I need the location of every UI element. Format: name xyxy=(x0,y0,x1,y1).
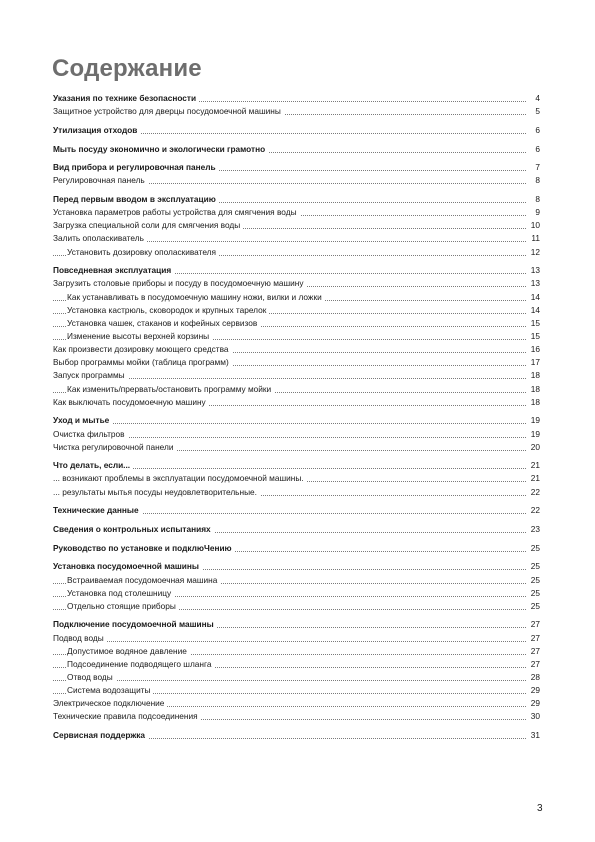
toc-entry-page: 12 xyxy=(529,246,540,259)
toc-entry[interactable] xyxy=(53,472,540,485)
toc-entry[interactable] xyxy=(53,174,540,187)
toc-entry-page: 18 xyxy=(529,396,540,409)
toc-entry[interactable] xyxy=(53,232,540,245)
toc-entry[interactable] xyxy=(53,383,540,396)
toc-entry[interactable] xyxy=(53,206,540,219)
toc-entry-title: Подключение посудомоечной машины xyxy=(53,619,217,629)
toc-entry-page: 15 xyxy=(529,317,540,330)
toc-entry-page: 18 xyxy=(529,369,540,382)
toc-entry[interactable] xyxy=(53,92,540,105)
toc-entry-page: 28 xyxy=(529,671,540,684)
toc-entry-title: Сведения о контрольных испытаниях xyxy=(53,524,214,534)
dot-leader xyxy=(53,423,526,424)
toc-entry[interactable] xyxy=(53,645,540,658)
toc-entry-page: 8 xyxy=(533,174,540,187)
toc-entry-page: 14 xyxy=(529,291,540,304)
toc-entry[interactable] xyxy=(53,560,540,573)
toc-entry-page: 27 xyxy=(529,658,540,671)
toc-entry-page: 20 xyxy=(529,441,540,454)
toc-entry-page: 31 xyxy=(529,729,540,742)
toc-entry[interactable] xyxy=(53,343,540,356)
toc-entry[interactable] xyxy=(53,486,540,499)
toc-entry-page: 25 xyxy=(529,560,540,573)
toc-entry-title: Залить ополаскиватель xyxy=(53,233,147,243)
toc-entry-page: 8 xyxy=(533,193,540,206)
toc-entry[interactable] xyxy=(53,618,540,631)
toc-entry-page: 5 xyxy=(533,105,540,118)
toc-entry[interactable] xyxy=(53,193,540,206)
toc-entry[interactable] xyxy=(53,658,540,671)
toc-entry-title: Загрузить столовые приборы и посуду в посудомоечную машину xyxy=(53,278,307,288)
toc-entry[interactable] xyxy=(53,277,540,290)
toc-entry[interactable] xyxy=(53,574,540,587)
toc-entry-title: Защитное устройство для дверцы посудомоечной машины xyxy=(53,106,284,116)
toc-entry-title: Что делать, если... xyxy=(53,460,133,470)
toc-entry-page: 30 xyxy=(529,710,540,723)
toc-entry-title: Технические данные xyxy=(53,505,142,515)
toc-entry-page: 21 xyxy=(529,459,540,472)
toc-entry[interactable] xyxy=(53,542,540,555)
toc-entry[interactable] xyxy=(53,459,540,472)
toc-entry-page: 22 xyxy=(529,504,540,517)
toc-entry-page: 4 xyxy=(533,92,540,105)
toc-entry[interactable] xyxy=(53,356,540,369)
toc-entry[interactable] xyxy=(53,729,540,742)
toc-entry-page: 7 xyxy=(533,161,540,174)
toc-entry-title: Отвод воды xyxy=(67,672,116,682)
toc-entry-page: 10 xyxy=(529,219,540,232)
toc-entry-page: 27 xyxy=(529,632,540,645)
toc-entry-title: Изменение высоты верхней корзины xyxy=(67,331,212,341)
toc-entry[interactable] xyxy=(53,600,540,613)
toc-entry-page: 23 xyxy=(529,523,540,536)
toc-entry-title: Допустимое водяное давление xyxy=(67,646,190,656)
toc-entry-title: Установить дозировку ополаскивателя xyxy=(67,247,219,257)
toc-entry-title: ... результаты мытья посуды неудовлетворительные. xyxy=(53,487,260,497)
toc-entry-title: Электрическое подключение xyxy=(53,698,167,708)
toc-entry-title: Встраиваемая посудомоечная машина xyxy=(67,575,220,585)
toc-entry[interactable] xyxy=(53,428,540,441)
page-number: 3 xyxy=(537,803,543,814)
toc-entry[interactable] xyxy=(53,396,540,409)
toc-entry-title: Технические правила подсоединения xyxy=(53,711,201,721)
toc-entry[interactable] xyxy=(53,105,540,118)
toc-entry-title: Установка под столешницу xyxy=(67,588,174,598)
page-title: Содержание xyxy=(52,55,202,82)
toc-entry-title: ... возникают проблемы в эксплуатации посудомоечной машины. xyxy=(53,473,307,483)
toc-entry[interactable] xyxy=(53,161,540,174)
toc-entry-page: 9 xyxy=(533,206,540,219)
toc-entry-title: Установка кастрюль, сковородок и крупных тарелок xyxy=(67,305,269,315)
toc-entry-title: Мыть посуду экономично и экологически грамотно xyxy=(53,144,268,154)
toc-entry-title: Указания по технике безопасности xyxy=(53,93,199,103)
toc-entry-page: 25 xyxy=(529,542,540,555)
toc-entry-title: Уход и мытье xyxy=(53,415,112,425)
table-of-contents xyxy=(53,92,540,742)
toc-entry-page: 13 xyxy=(529,277,540,290)
toc-entry-page: 25 xyxy=(529,574,540,587)
toc-entry-title: Загрузка специальной соли для смягчения воды xyxy=(53,220,243,230)
toc-entry-page: 19 xyxy=(529,428,540,441)
toc-entry-title: Как устанавливать в посудомоечную машину ножи, вилки и ложки xyxy=(67,292,325,302)
toc-entry-title: Повседневная эксплуатация xyxy=(53,265,174,275)
toc-entry-title: Отдельно стоящие приборы xyxy=(67,601,179,611)
toc-entry[interactable] xyxy=(53,504,540,517)
toc-entry-title: Очистка фильтров xyxy=(53,429,128,439)
toc-entry[interactable] xyxy=(53,369,540,382)
toc-entry[interactable] xyxy=(53,219,540,232)
toc-entry[interactable] xyxy=(53,684,540,697)
toc-entry[interactable] xyxy=(53,587,540,600)
toc-entry-page: 16 xyxy=(529,343,540,356)
toc-entry-page: 22 xyxy=(529,486,540,499)
toc-entry-page: 13 xyxy=(529,264,540,277)
toc-entry-title: Установка чашек, стаканов и кофейных сервизов xyxy=(67,318,260,328)
toc-entry-title: Утилизация отходов xyxy=(53,125,140,135)
toc-entry-title: Как изменить/прервать/остановить программу мойки xyxy=(67,384,274,394)
toc-entry-title: Запуск программы xyxy=(53,370,128,380)
toc-entry-title: Сервисная поддержка xyxy=(53,730,148,740)
toc-entry[interactable] xyxy=(53,246,540,259)
toc-entry[interactable] xyxy=(53,671,540,684)
toc-entry[interactable] xyxy=(53,330,540,343)
toc-entry[interactable] xyxy=(53,264,540,277)
toc-entry-page: 29 xyxy=(529,684,540,697)
toc-entry[interactable] xyxy=(53,697,540,710)
toc-entry-page: 19 xyxy=(529,414,540,427)
toc-entry-title: Выбор программы мойки (таблица программ) xyxy=(53,357,232,367)
toc-entry[interactable] xyxy=(53,710,540,723)
toc-entry-title: Вид прибора и регулировочная панель xyxy=(53,162,219,172)
toc-entry-title: Чистка регулировочной панели xyxy=(53,442,176,452)
toc-entry[interactable] xyxy=(53,124,540,137)
toc-entry-page: 25 xyxy=(529,600,540,613)
toc-entry-page: 17 xyxy=(529,356,540,369)
toc-entry[interactable] xyxy=(53,304,540,317)
toc-entry-title: Установка параметров работы устройства для смягчения воды xyxy=(53,207,300,217)
toc-entry[interactable] xyxy=(53,317,540,330)
toc-entry[interactable] xyxy=(53,441,540,454)
toc-entry[interactable] xyxy=(53,143,540,156)
toc-entry-page: 6 xyxy=(533,124,540,137)
toc-entry-title: Руководство по установке и подклюЧению xyxy=(53,543,235,553)
toc-entry[interactable] xyxy=(53,523,540,536)
toc-entry-title: Подвод воды xyxy=(53,633,107,643)
toc-entry-page: 18 xyxy=(529,383,540,396)
toc-entry-page: 29 xyxy=(529,697,540,710)
toc-entry[interactable] xyxy=(53,291,540,304)
toc-entry[interactable] xyxy=(53,632,540,645)
toc-entry-page: 14 xyxy=(529,304,540,317)
toc-entry-title: Подсоединение подводящего шланга xyxy=(67,659,214,669)
toc-entry-title: Перед первым вводом в эксплуатацию xyxy=(53,194,219,204)
toc-entry-title: Регулировочная панель xyxy=(53,175,148,185)
toc-entry-title: Установка посудомоечной машины xyxy=(53,561,202,571)
toc-entry-page: 27 xyxy=(529,618,540,631)
toc-entry-title: Как произвести дозировку моющего средства xyxy=(53,344,232,354)
toc-entry-page: 11 xyxy=(529,232,540,245)
toc-entry[interactable] xyxy=(53,414,540,427)
toc-entry-page: 15 xyxy=(529,330,540,343)
toc-entry-title: Система водозащиты xyxy=(67,685,153,695)
toc-entry-title: Как выключать посудомоечную машину xyxy=(53,397,209,407)
toc-entry-page: 25 xyxy=(529,587,540,600)
toc-entry-page: 27 xyxy=(529,645,540,658)
dot-leader xyxy=(53,680,526,681)
toc-entry-page: 21 xyxy=(529,472,540,485)
dot-leader xyxy=(53,641,526,642)
toc-entry-page: 6 xyxy=(533,143,540,156)
